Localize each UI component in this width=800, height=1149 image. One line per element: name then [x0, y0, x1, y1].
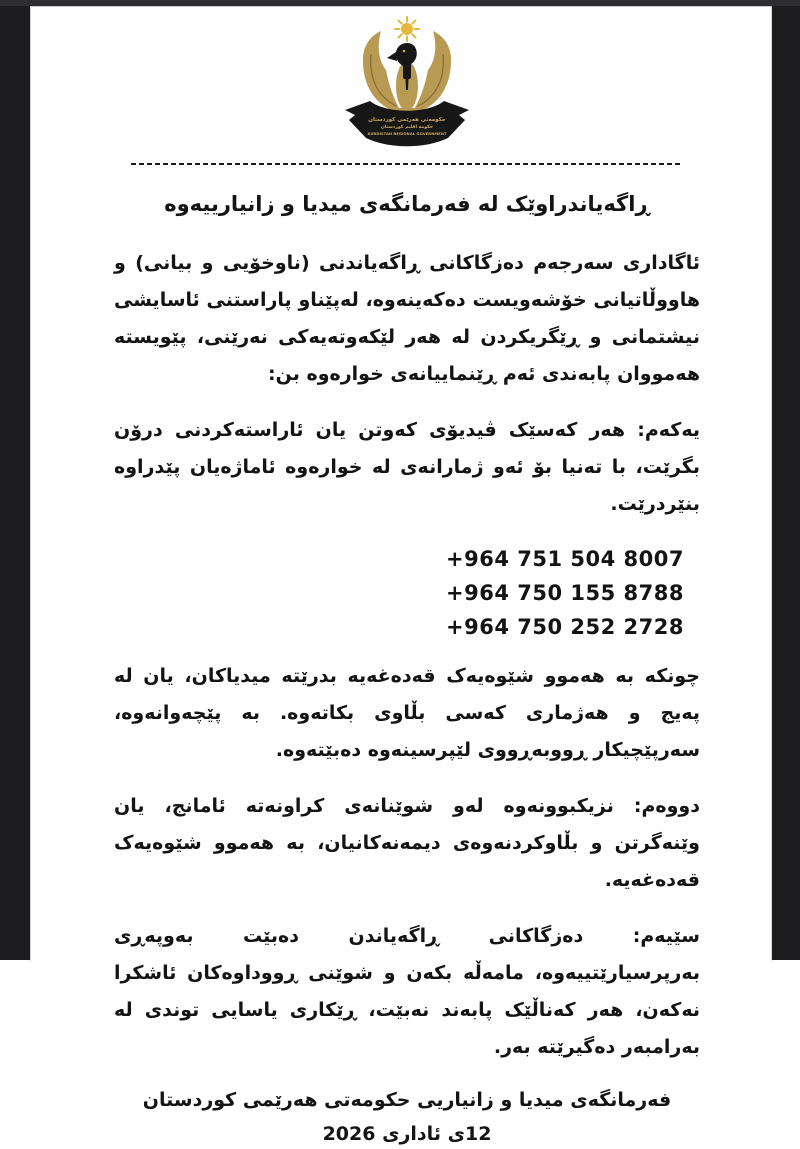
eagle-eye: [403, 50, 406, 53]
krg-emblem: [332, 16, 482, 148]
item-first-paragraph: یەکەم: هەر کەسێک ڤیدیۆی کەوتن یان ئاراستەکردنی درۆن بگرێت، با تەنیا بۆ ئەو ژمارانەی لە خوارەوە ئاماژەیان پێدراوە بنێردرێت.: [114, 419, 700, 515]
dashed-separator: [131, 163, 683, 165]
document-page: [30, 6, 772, 1145]
announcement-title: ڕاگەیاندراوێک لە فەرمانگەی میدیا و زانیارییەوە: [164, 192, 650, 216]
eagle-beak: [387, 52, 397, 61]
item-second-paragraph: دووەم: نزیکبوونەوە لەو شوێنانەی کراونەتە ئامانج، یان وێنەگرتن و بڵاوکردنەوەی دیمەنەکانیان، بە هەموو شێوەیەک قەدەغەیە.: [114, 795, 700, 891]
banner-text-kurdish: حکومەتی هەرێمی کوردستان: [368, 117, 446, 123]
phone-number: +964 750 252 2728: [446, 615, 684, 639]
phone-number-list: [114, 542, 700, 644]
phone-number: +964 750 155 8788: [446, 581, 684, 605]
banner-text-arabic: حکومة اقلیم کوردستان: [380, 125, 434, 130]
intro-paragraph: ئاگاداری سەرجەم دەزگاکانی ڕاگەیاندنی (ناوخۆیی و بیانی) و هاووڵاتیانی خۆشەویست دەکەینەوە، لەپێناو پاراستنی ئاسایشی نیشتمانی و ڕێگریکردن لە هەر لێکەوتەیەکی نەرێنی، پێویستە هەمووان پابەندی ئەم ڕێنماییانەی خوارەوە بن:: [114, 252, 700, 385]
banner-text-english: KURDISTAN REGIONAL GOVERNMENT: [367, 131, 447, 136]
signature-line: فەرمانگەی میدیا و زانیاریی حکومەتی هەرێمی کوردستان: [142, 1089, 672, 1111]
phone-number: +964 751 504 8007: [446, 547, 684, 571]
date-line: 12ی ئاداری 2026: [322, 1123, 492, 1145]
document-content: [30, 7, 772, 1149]
sun-disc: [401, 23, 413, 35]
item-third-paragraph: سێیەم: دەزگاکانی ڕاگەیاندن دەبێت بەوپەڕی بەرپرسیارێتییەوە، مامەڵە بکەن و شوێنی ڕووداوەکان ئاشکرا نەکەن، هەر کەناڵێک پابەند نەبێت، ڕێکاری یاسایی توندی لە بەرامبەر دەگیرێتە بەر.: [114, 925, 700, 1058]
note-paragraph: چونکە بە هەموو شێوەیەک قەدەغەیە بدرێتە میدیاکان، یان لە پەیج و هەژماری کەسی بڵاوی بکاتەوە. بە پێچەوانەوە، سەرپێچیکار ڕووبەڕووی لێپرسینەوە دەبێتەوە.: [114, 665, 700, 761]
